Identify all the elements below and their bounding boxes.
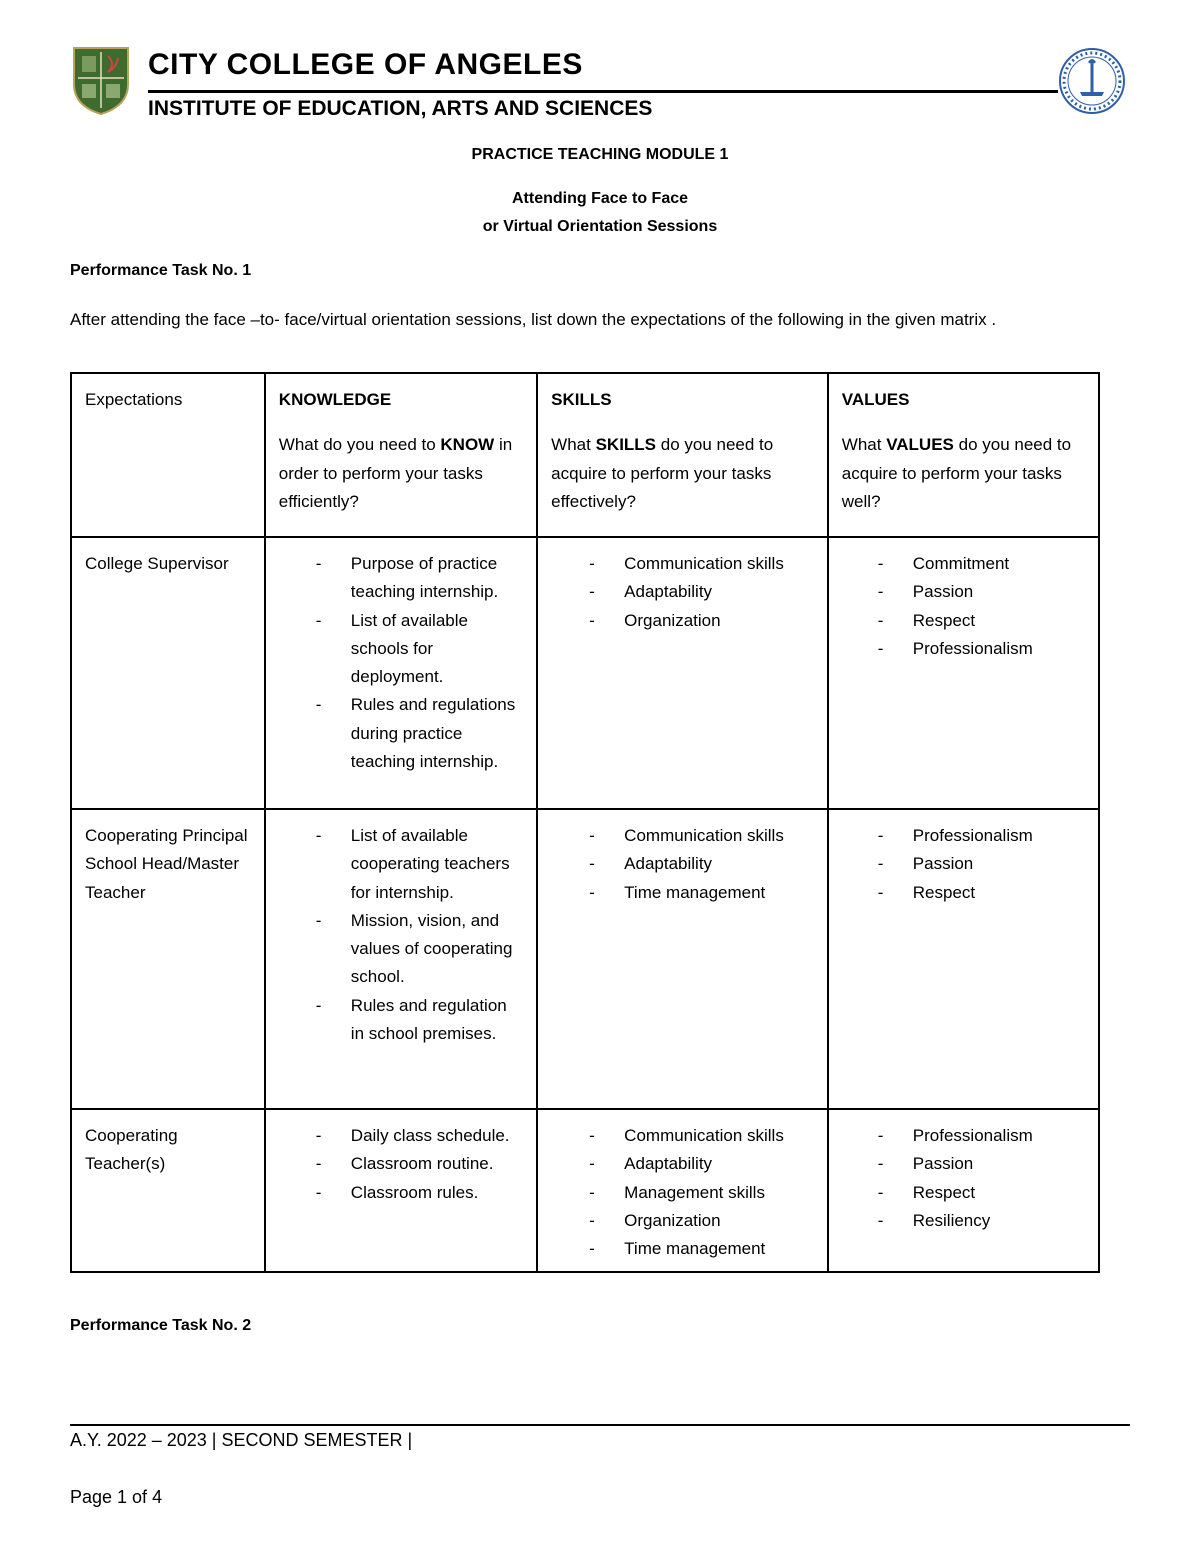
values-cell xyxy=(828,537,1099,809)
module-subtitle-line2: or Virtual Orientation Sessions xyxy=(482,218,718,235)
skills-cell xyxy=(537,809,828,1109)
matrix-corner-cell xyxy=(71,373,265,537)
skills-cell xyxy=(537,1109,828,1272)
list-item: - Passion xyxy=(842,1150,1086,1178)
list-item: - Organization xyxy=(551,607,815,635)
list-item: - Professionalism xyxy=(842,1122,1086,1150)
list-item: - Management skills xyxy=(551,1179,815,1207)
values-list xyxy=(842,822,1086,907)
matrix-row-cooperating-principal xyxy=(71,809,1099,1109)
values-header-cell xyxy=(828,373,1099,537)
college-shield-logo xyxy=(72,44,130,116)
list-item: - Time management xyxy=(551,1235,815,1263)
values-cell xyxy=(828,1109,1099,1272)
row-label-cell xyxy=(71,809,265,1109)
footer-semester: A.Y. 2022 – 2023 | SECOND SEMESTER | xyxy=(70,1430,413,1450)
list-item: - Passion xyxy=(842,578,1086,606)
list-item: - Adaptability xyxy=(551,1150,815,1178)
row-label: College Supervisor xyxy=(85,554,229,573)
task2-heading: Performance Task No. 2 xyxy=(70,1317,252,1334)
values-question: What VALUES do you need to acquire to perform your tasks well? xyxy=(841,435,1072,511)
list-item: - Adaptability xyxy=(551,578,815,606)
list-item: - Resiliency xyxy=(842,1207,1086,1235)
knowledge-question: What do you need to KNOW in order to perform your tasks efficiently? xyxy=(278,435,513,511)
module-title: PRACTICE TEACHING MODULE 1 xyxy=(471,146,729,163)
values-title: VALUES xyxy=(841,390,910,409)
page-number: Page 1 of 4 xyxy=(70,1487,163,1507)
college-name: CITY COLLEGE OF ANGELES xyxy=(148,48,583,81)
skills-list xyxy=(551,822,815,907)
skills-title: SKILLS xyxy=(551,390,612,409)
list-item: - Respect xyxy=(842,1179,1086,1207)
list-item: - Rules and regulations during practice teaching internship. xyxy=(279,691,524,776)
knowledge-cell xyxy=(265,1109,537,1272)
knowledge-title: KNOWLEDGE xyxy=(278,390,392,409)
knowledge-cell xyxy=(265,537,537,809)
row-label: Cooperating Principal School Head/Master Teacher xyxy=(85,826,248,902)
list-item: - Communication skills xyxy=(551,550,815,578)
institute-seal-logo xyxy=(1052,46,1132,116)
institute-name: INSTITUTE OF EDUCATION, ARTS AND SCIENCES xyxy=(148,97,653,120)
corner-label: Expectations xyxy=(85,390,183,409)
list-item: - Classroom routine. xyxy=(279,1150,524,1178)
knowledge-cell xyxy=(265,809,537,1109)
row-label: Cooperating Teacher(s) xyxy=(85,1126,178,1174)
matrix-row-college-supervisor xyxy=(71,537,1099,809)
skills-question: What SKILLS do you need to acquire to perform your tasks effectively? xyxy=(551,435,774,511)
list-item: - Adaptability xyxy=(551,850,815,878)
row-label-cell xyxy=(71,537,265,809)
list-item: - Mission, vision, and values of cooperating school. xyxy=(279,907,524,992)
knowledge-list xyxy=(279,1122,524,1207)
list-item: - Time management xyxy=(551,879,815,907)
knowledge-list xyxy=(279,822,524,1048)
list-item: - Classroom rules. xyxy=(279,1179,524,1207)
list-item: - Daily class schedule. xyxy=(279,1122,524,1150)
skills-header-cell xyxy=(537,373,828,537)
list-item: - Communication skills xyxy=(551,1122,815,1150)
list-item: - Professionalism xyxy=(842,822,1086,850)
list-item: - List of available cooperating teachers for internship. xyxy=(279,822,524,907)
list-item: - Commitment xyxy=(842,550,1086,578)
list-item: - List of available schools for deployment. xyxy=(279,607,524,692)
knowledge-header-cell xyxy=(265,373,537,537)
expectations-matrix xyxy=(70,372,1100,1273)
list-item: - Professionalism xyxy=(842,635,1086,663)
values-list xyxy=(842,1122,1086,1235)
list-item: - Passion xyxy=(842,850,1086,878)
task1-heading: Performance Task No. 1 xyxy=(70,262,252,279)
list-item: - Organization xyxy=(551,1207,815,1235)
skills-list xyxy=(551,550,815,635)
skills-cell xyxy=(537,537,828,809)
header-divider xyxy=(148,90,1058,93)
knowledge-list xyxy=(279,550,524,776)
values-list xyxy=(842,550,1086,663)
module-subtitle-line1: Attending Face to Face xyxy=(511,190,689,207)
task1-instructions: After attending the face –to- face/virtual orientation sessions, list down the expectations of the following in the given matrix . xyxy=(70,310,997,329)
list-item: - Respect xyxy=(842,879,1086,907)
skills-list xyxy=(551,1122,815,1263)
matrix-row-cooperating-teacher xyxy=(71,1109,1099,1272)
list-item: - Rules and regulation in school premises. xyxy=(279,992,524,1049)
matrix-header-row xyxy=(71,373,1099,537)
list-item: - Purpose of practice teaching internship. xyxy=(279,550,524,607)
row-label-cell xyxy=(71,1109,265,1272)
list-item: - Respect xyxy=(842,607,1086,635)
values-cell xyxy=(828,809,1099,1109)
footer-divider xyxy=(70,1424,1130,1426)
list-item: - Communication skills xyxy=(551,822,815,850)
